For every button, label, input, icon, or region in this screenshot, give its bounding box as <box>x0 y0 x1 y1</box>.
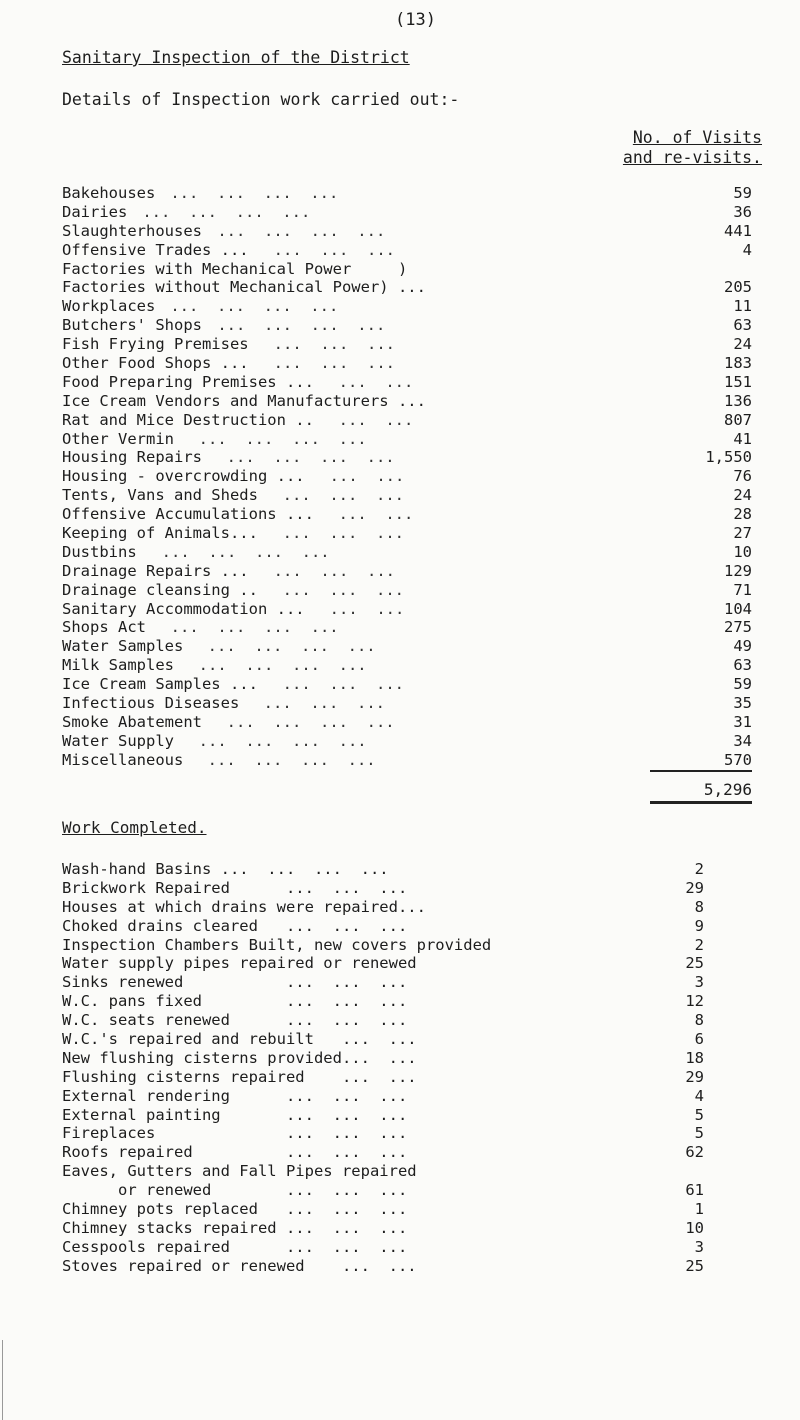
row-value: 41 <box>733 429 752 448</box>
visit-row <box>62 486 752 505</box>
row-label: Offensive Trades ... <box>62 240 249 259</box>
row-label: Butchers' Shops <box>62 316 202 335</box>
row-leader-dots: ... ... <box>320 505 414 524</box>
row-label: Food Preparing Premises ... <box>62 372 314 391</box>
visit-row <box>62 241 752 260</box>
row-label: Ice Cream Vendors and Manufacturers ... <box>62 391 426 410</box>
row-value: 28 <box>733 505 752 524</box>
row-label: Dairies <box>62 202 128 221</box>
row-label: Chimney stacks repaired ... ... ... <box>62 1218 408 1237</box>
row-value: 1,550 <box>705 448 752 467</box>
intro-text: Details of Inspection work carried out:- <box>62 90 460 109</box>
row-leader-dots: ... ... ... <box>255 561 395 580</box>
row-value: 27 <box>733 524 752 543</box>
visit-row <box>62 505 752 524</box>
row-value: 29 <box>685 878 704 897</box>
row-value: 2 <box>694 935 704 954</box>
row-value: 25 <box>685 954 704 973</box>
row-label: Drainage Repairs ... <box>62 561 249 580</box>
visit-row <box>62 184 752 203</box>
works-table <box>62 860 752 1276</box>
visits-total: 5,296 <box>703 780 752 799</box>
row-leader-dots: ... ... ... <box>264 524 404 543</box>
row-leader-dots: ... ... ... ... <box>208 712 395 731</box>
visit-row <box>62 581 752 600</box>
row-label: Flushing cisterns repaired ... ... <box>62 1067 417 1086</box>
row-value: 441 <box>724 221 752 240</box>
visit-row <box>62 637 752 656</box>
row-label: Slaughterhouses <box>62 221 202 240</box>
total-rule-top <box>650 770 752 772</box>
row-value: 205 <box>724 278 752 297</box>
row-value: 63 <box>733 656 752 675</box>
row-value: 34 <box>733 731 752 750</box>
row-value: 6 <box>694 1030 704 1049</box>
row-label: Workplaces <box>62 297 156 316</box>
page-number: (13) <box>395 10 436 30</box>
row-label: Chimney pots replaced ... ... ... <box>62 1200 408 1219</box>
row-value: 5 <box>694 1124 704 1143</box>
row-value: 8 <box>694 897 704 916</box>
row-leader-dots: ... ... ... <box>255 354 395 373</box>
work-row <box>62 1068 752 1087</box>
work-row <box>62 1162 752 1181</box>
row-label: Smoke Abatement <box>62 712 202 731</box>
row-leader-dots: ... ... ... ... <box>208 316 386 335</box>
visits-table <box>62 184 752 770</box>
row-value: 275 <box>724 618 752 637</box>
page-heading: Sanitary Inspection of the District <box>62 48 410 67</box>
visit-row <box>62 373 752 392</box>
row-leader-dots: ... ... ... <box>264 486 404 505</box>
row-label: Water supply pipes repaired or renewed <box>62 954 417 973</box>
row-label: Milk Samples <box>62 656 174 675</box>
visit-row <box>62 316 752 335</box>
work-row <box>62 1087 752 1106</box>
visit-row <box>62 713 752 732</box>
visit-row <box>62 543 752 562</box>
work-row <box>62 992 752 1011</box>
work-row <box>62 954 752 973</box>
row-leader-dots: ... ... ... <box>264 675 404 694</box>
row-label: Eaves, Gutters and Fall Pipes repaired <box>62 1162 417 1181</box>
row-value: 183 <box>724 354 752 373</box>
visit-row <box>62 656 752 675</box>
row-label: W.C. pans fixed ... ... ... <box>62 992 408 1011</box>
row-label: Sanitary Accommodation ... <box>62 599 305 618</box>
row-value: 9 <box>694 916 704 935</box>
visit-row <box>62 675 752 694</box>
row-leader-dots: ... ... ... <box>255 335 395 354</box>
row-label: Other Food Shops ... <box>62 354 249 373</box>
row-value: 1 <box>694 1200 704 1219</box>
row-label: Tents, Vans and Sheds <box>62 486 258 505</box>
row-value: 36 <box>733 202 752 221</box>
row-label: Fireplaces ... ... ... <box>62 1124 408 1143</box>
row-label: Factories with Mechanical Power ) <box>62 259 408 278</box>
row-value: 3 <box>694 973 704 992</box>
row-leader-dots: ... ... ... ... <box>152 618 339 637</box>
row-label: Miscellaneous <box>62 750 184 769</box>
visit-row <box>62 524 752 543</box>
row-leader-dots: ... ... ... ... <box>133 202 311 221</box>
row-label: or renewed ... ... ... <box>62 1181 408 1200</box>
visit-row <box>62 430 752 449</box>
column-header <box>623 128 762 168</box>
row-label: W.C. seats renewed ... ... ... <box>62 1011 408 1030</box>
visit-row <box>62 600 752 619</box>
row-value: 4 <box>742 240 752 259</box>
row-leader-dots: ... ... ... ... <box>180 429 367 448</box>
row-value: 4 <box>694 1086 704 1105</box>
row-label: Shops Act <box>62 618 146 637</box>
work-row <box>62 1143 752 1162</box>
row-value: 24 <box>733 335 752 354</box>
row-label: Infectious Diseases <box>62 694 240 713</box>
row-label: Other Vermin <box>62 429 174 448</box>
row-value: 807 <box>724 410 752 429</box>
row-label: Sinks renewed ... ... ... <box>62 973 408 992</box>
row-value: 24 <box>733 486 752 505</box>
total-rule-bottom <box>650 801 752 804</box>
row-value: 76 <box>733 467 752 486</box>
row-label: W.C.'s repaired and rebuilt ... ... <box>62 1030 417 1049</box>
work-row <box>62 1181 752 1200</box>
work-row <box>62 917 752 936</box>
margin-line <box>2 1340 3 1420</box>
row-leader-dots: ... ... ... <box>245 694 385 713</box>
row-leader-dots: ... ... ... ... <box>189 637 376 656</box>
row-label: Stoves repaired or renewed ... ... <box>62 1256 417 1275</box>
work-row <box>62 973 752 992</box>
row-leader-dots: ... ... <box>320 410 414 429</box>
row-label: Water Supply <box>62 731 174 750</box>
row-value: 63 <box>733 316 752 335</box>
row-label: External rendering ... ... ... <box>62 1086 408 1105</box>
row-value: 8 <box>694 1011 704 1030</box>
row-value: 29 <box>685 1067 704 1086</box>
work-row <box>62 1049 752 1068</box>
row-value: 2 <box>694 860 704 878</box>
visit-row <box>62 297 752 316</box>
row-leader-dots: ... ... ... ... <box>143 542 330 561</box>
row-value: 3 <box>694 1237 704 1256</box>
visit-row <box>62 335 752 354</box>
visit-row <box>62 694 752 713</box>
row-label: Choked drains cleared ... ... ... <box>62 916 408 935</box>
work-row <box>62 1030 752 1049</box>
row-label: Water Samples <box>62 637 184 656</box>
visit-row <box>62 278 752 297</box>
row-value: 71 <box>733 580 752 599</box>
visit-row <box>62 392 752 411</box>
work-row <box>62 1257 752 1276</box>
visit-row <box>62 222 752 241</box>
work-row <box>62 1011 752 1030</box>
work-row <box>62 898 752 917</box>
row-leader-dots: ... ... ... ... <box>180 656 367 675</box>
row-value: 59 <box>733 675 752 694</box>
row-label: Housing - overcrowding ... <box>62 467 305 486</box>
visit-row <box>62 411 752 430</box>
work-row <box>62 936 752 955</box>
row-value: 136 <box>724 391 752 410</box>
visit-row <box>62 751 752 770</box>
row-label: Rat and Mice Destruction .. <box>62 410 314 429</box>
work-row <box>62 1106 752 1125</box>
row-value: 49 <box>733 637 752 656</box>
column-header-line2: and re-visits. <box>622 148 762 167</box>
row-label: Drainage cleansing .. <box>62 580 258 599</box>
visit-row <box>62 562 752 581</box>
row-value: 31 <box>733 712 752 731</box>
row-value: 11 <box>733 297 752 316</box>
row-value: 12 <box>685 992 704 1011</box>
visit-row <box>62 354 752 373</box>
row-label: Brickwork Repaired ... ... ... <box>62 878 408 897</box>
row-leader-dots: ... ... ... ... <box>208 448 395 467</box>
row-label: Roofs repaired ... ... ... <box>62 1143 408 1162</box>
row-leader-dots: ... ... ... ... <box>189 750 376 769</box>
row-label: Ice Cream Samples ... <box>62 675 258 694</box>
row-leader-dots: ... ... ... <box>255 240 395 259</box>
row-label: Inspection Chambers Built, new covers provided <box>62 935 492 954</box>
row-label: Keeping of Animals... <box>62 524 258 543</box>
row-value: 62 <box>685 1143 704 1162</box>
work-row <box>62 1219 752 1238</box>
row-value: 10 <box>685 1218 704 1237</box>
row-label: Offensive Accumulations ... <box>62 505 314 524</box>
column-header-line1: No. of Visits <box>632 128 762 147</box>
row-label: Wash-hand Basins ... ... ... ... <box>62 860 389 878</box>
row-label: Factories without Mechanical Power) ... <box>62 278 426 297</box>
visit-row <box>62 260 752 279</box>
row-label: Housing Repairs <box>62 448 202 467</box>
row-label: Fish Frying Premises <box>62 335 249 354</box>
row-leader-dots: ... ... ... ... <box>208 221 386 240</box>
row-label: Dustbins <box>62 542 137 561</box>
row-value: 18 <box>685 1048 704 1067</box>
row-value: 104 <box>724 599 752 618</box>
row-value: 151 <box>724 372 752 391</box>
row-label: Cesspools repaired ... ... ... <box>62 1237 408 1256</box>
visit-row <box>62 448 752 467</box>
work-completed-heading: Work Completed. <box>62 818 207 837</box>
row-leader-dots: ... ... <box>320 372 414 391</box>
row-label: Bakehouses <box>62 184 156 202</box>
row-leader-dots: ... ... ... ... <box>161 297 339 316</box>
row-value: 5 <box>694 1105 704 1124</box>
row-value: 35 <box>733 694 752 713</box>
work-row <box>62 1200 752 1219</box>
row-value: 59 <box>733 184 752 202</box>
row-leader-dots: ... ... ... ... <box>161 184 339 202</box>
row-label: External painting ... ... ... <box>62 1105 408 1124</box>
row-leader-dots: ... ... <box>311 599 405 618</box>
visit-row <box>62 203 752 222</box>
row-value: 10 <box>733 542 752 561</box>
row-value: 570 <box>724 750 752 769</box>
work-row <box>62 1124 752 1143</box>
row-leader-dots: ... ... ... ... <box>180 731 367 750</box>
row-value: 129 <box>724 561 752 580</box>
visit-row <box>62 618 752 637</box>
visit-row <box>62 467 752 486</box>
work-row <box>62 860 752 879</box>
row-leader-dots: ... ... <box>311 467 405 486</box>
row-label: New flushing cisterns provided... ... <box>62 1048 417 1067</box>
row-value: 61 <box>685 1181 704 1200</box>
work-row <box>62 1238 752 1257</box>
row-label: Houses at which drains were repaired... <box>62 897 426 916</box>
row-leader-dots: ... ... ... <box>264 580 404 599</box>
work-row <box>62 879 752 898</box>
row-value: 25 <box>685 1256 704 1275</box>
visit-row <box>62 732 752 751</box>
